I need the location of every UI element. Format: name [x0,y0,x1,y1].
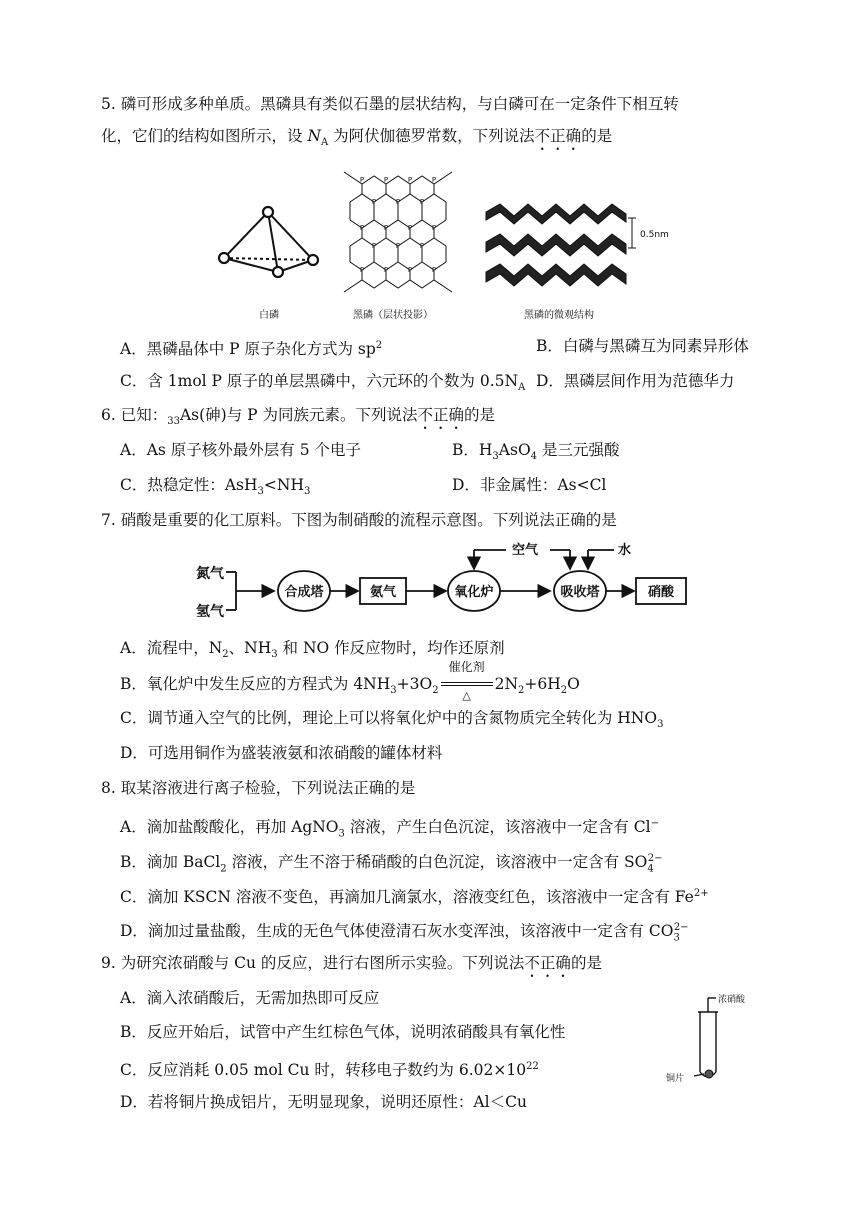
q7-option-d: D．可选用铜作为盛装液氨和浓硝酸的罐体材料 [120,744,443,762]
flow-air: 空气 [512,543,539,558]
white-phosphorus-diagram [210,200,330,280]
q9-option-c: C．反应消耗 0.05 mol Cu 时，转移电子数约为 $6.02\times 10^{22}$ [120,1061,539,1080]
atom-label: P [395,198,401,206]
atom-label: P [383,176,389,184]
q5-stem-line1: 5. 磷可形成多种单质。黑磷具有类似石墨的层状结构，与白磷可在一定条件下相互转 [101,95,679,113]
q6-stem: 6. 已知：$_{33}$As(砷)与 P 为同族元素。下列说法不正确的是 [101,406,496,428]
atom-label: P [431,266,437,274]
atom-label: P [383,224,389,232]
atom-label: P [431,224,437,232]
q6-option-d: D．非金属性：As<Cl [452,476,607,494]
q5-option-a: A．黑磷晶体中 P 原子杂化方式为 $sp^2$ [120,340,383,359]
atom-label: P [407,176,413,184]
reaction-condition: $\frac{\text{催化剂}}{\triangle}$ [439,674,495,694]
q9-option-d: D．若将铜片换成铝片，无明显现象，说明还原性：Al＜Cu [120,1093,527,1111]
black-phosphorus-micro-diagram [480,198,670,298]
atom-label: P [359,176,365,184]
q5-stem-line2: 化，它们的结构如图所示，设 $N_A$ 为阿伏伽德罗常数，下列说法不正确的是 [101,127,613,149]
q9-option-b: B．反应开始后，试管中产生红棕色气体，说明浓硝酸具有氧化性 [120,1023,566,1041]
emphasis-text: 不正确 [417,406,464,424]
q7-option-b: B．氧化炉中发生反应的方程式为 $4NH_3+3O_2$ $\frac{\text{催化剂}}{\triangle}$ $2N_2+6H_2O$ [120,660,580,702]
q6-option-a: A．As 原子核外最外层有 5 个电子 [120,441,361,459]
flow-input-hydrogen: 氢气 [196,604,224,620]
q8-option-b: B．滴加 BaCl$_2$ 溶液，产生不溶于稀硝酸的白色沉淀，该溶液中一定含有 $SO_4^{2-}$ [120,853,663,875]
atom-label: P [395,242,401,250]
q6-option-b: B．$H_3AsO_4$ 是三元强酸 [452,441,620,463]
black-phosphorus-projection-diagram [340,158,455,298]
q5-option-b: B．白磷与黑磷互为同素异形体 [536,337,749,355]
atom-label: P [359,266,365,274]
test-tube-diagram [660,990,780,1090]
layer-spacing-label: 0.5nm [640,230,669,240]
atom-label: P [359,224,365,232]
emphasis-text: 不正确 [524,954,571,972]
q8-option-a: A．滴加盐酸酸化，再加 AgNO$_3$ 溶液，产生白色沉淀，该溶液中一定含有 Cl− [120,818,659,840]
atom-label: P [419,242,425,250]
atom-label: P [419,198,425,206]
q9-stem: 9. 为研究浓硝酸与 Cu 的反应，进行右图所示实验。下列说法不正确的是 [101,954,602,972]
black-phosphorus-micro-caption: 黑磷的微观结构 [524,310,594,321]
copper-sheet-label: 铜片 [666,1074,685,1084]
conc-nitric-acid-label: 浓硝酸 [718,995,746,1005]
nitric-acid-flow-diagram [190,538,710,620]
atom-label: P [371,198,377,206]
q9-option-a: A．滴入浓硝酸后，无需加热即可反应 [120,989,380,1007]
flow-absorption-tower: 吸收塔 [560,585,600,600]
q5-option-d: D．黑磷层间作用为范德华力 [536,372,735,390]
q8-option-d: D．滴加过量盐酸，生成的无色气体使澄清石灰水变浑浊，该溶液中一定含有 $CO_3^{2-}$ [120,922,689,944]
atom-label: P [407,224,413,232]
q7-option-c: C．调节通入空气的比例，理论上可以将氧化炉中的含氮物质完全转化为 $HNO_3$ [120,709,664,731]
atom-label: P [407,266,413,274]
q5-option-c: C．含 1mol P 原子的单层黑磷中，六元环的个数为 $0.5N_A$ [120,372,526,394]
q8-stem: 8. 取某溶液进行离子检验，下列说法正确的是 [101,779,416,797]
flow-synthesis-tower: 合成塔 [284,585,324,600]
q6-option-c: C．热稳定性：$AsH_3<NH_3$ [120,476,311,498]
q7-stem: 7. 硝酸是重要的化工原料。下图为制硝酸的流程示意图。下列说法正确的是 [101,511,617,529]
q7-option-a: A．流程中，$N_2$、$NH_3$ 和 NO 作反应物时，均作还原剂 [120,639,505,661]
flow-ammonia: 氨气 [369,585,397,600]
emphasis-text: 不正确 [534,127,582,145]
flow-input-nitrogen: 氮气 [196,566,224,582]
white-phosphorus-caption: 白磷 [259,310,279,321]
black-phosphorus-caption: 黑磷（层状投影） [353,310,433,321]
flow-oxidation-furnace: 氧化炉 [454,585,494,600]
q8-option-c: C．滴加 KSCN 溶液不变色，再滴加几滴氯水，溶液变红色，该溶液中一定含有 $Fe^{2+}$ [120,888,709,907]
atom-label: P [371,242,377,250]
flow-water: 水 [618,543,632,558]
atom-label: P [431,176,437,184]
flow-nitric-acid: 硝酸 [647,585,675,600]
atom-label: P [383,266,389,274]
